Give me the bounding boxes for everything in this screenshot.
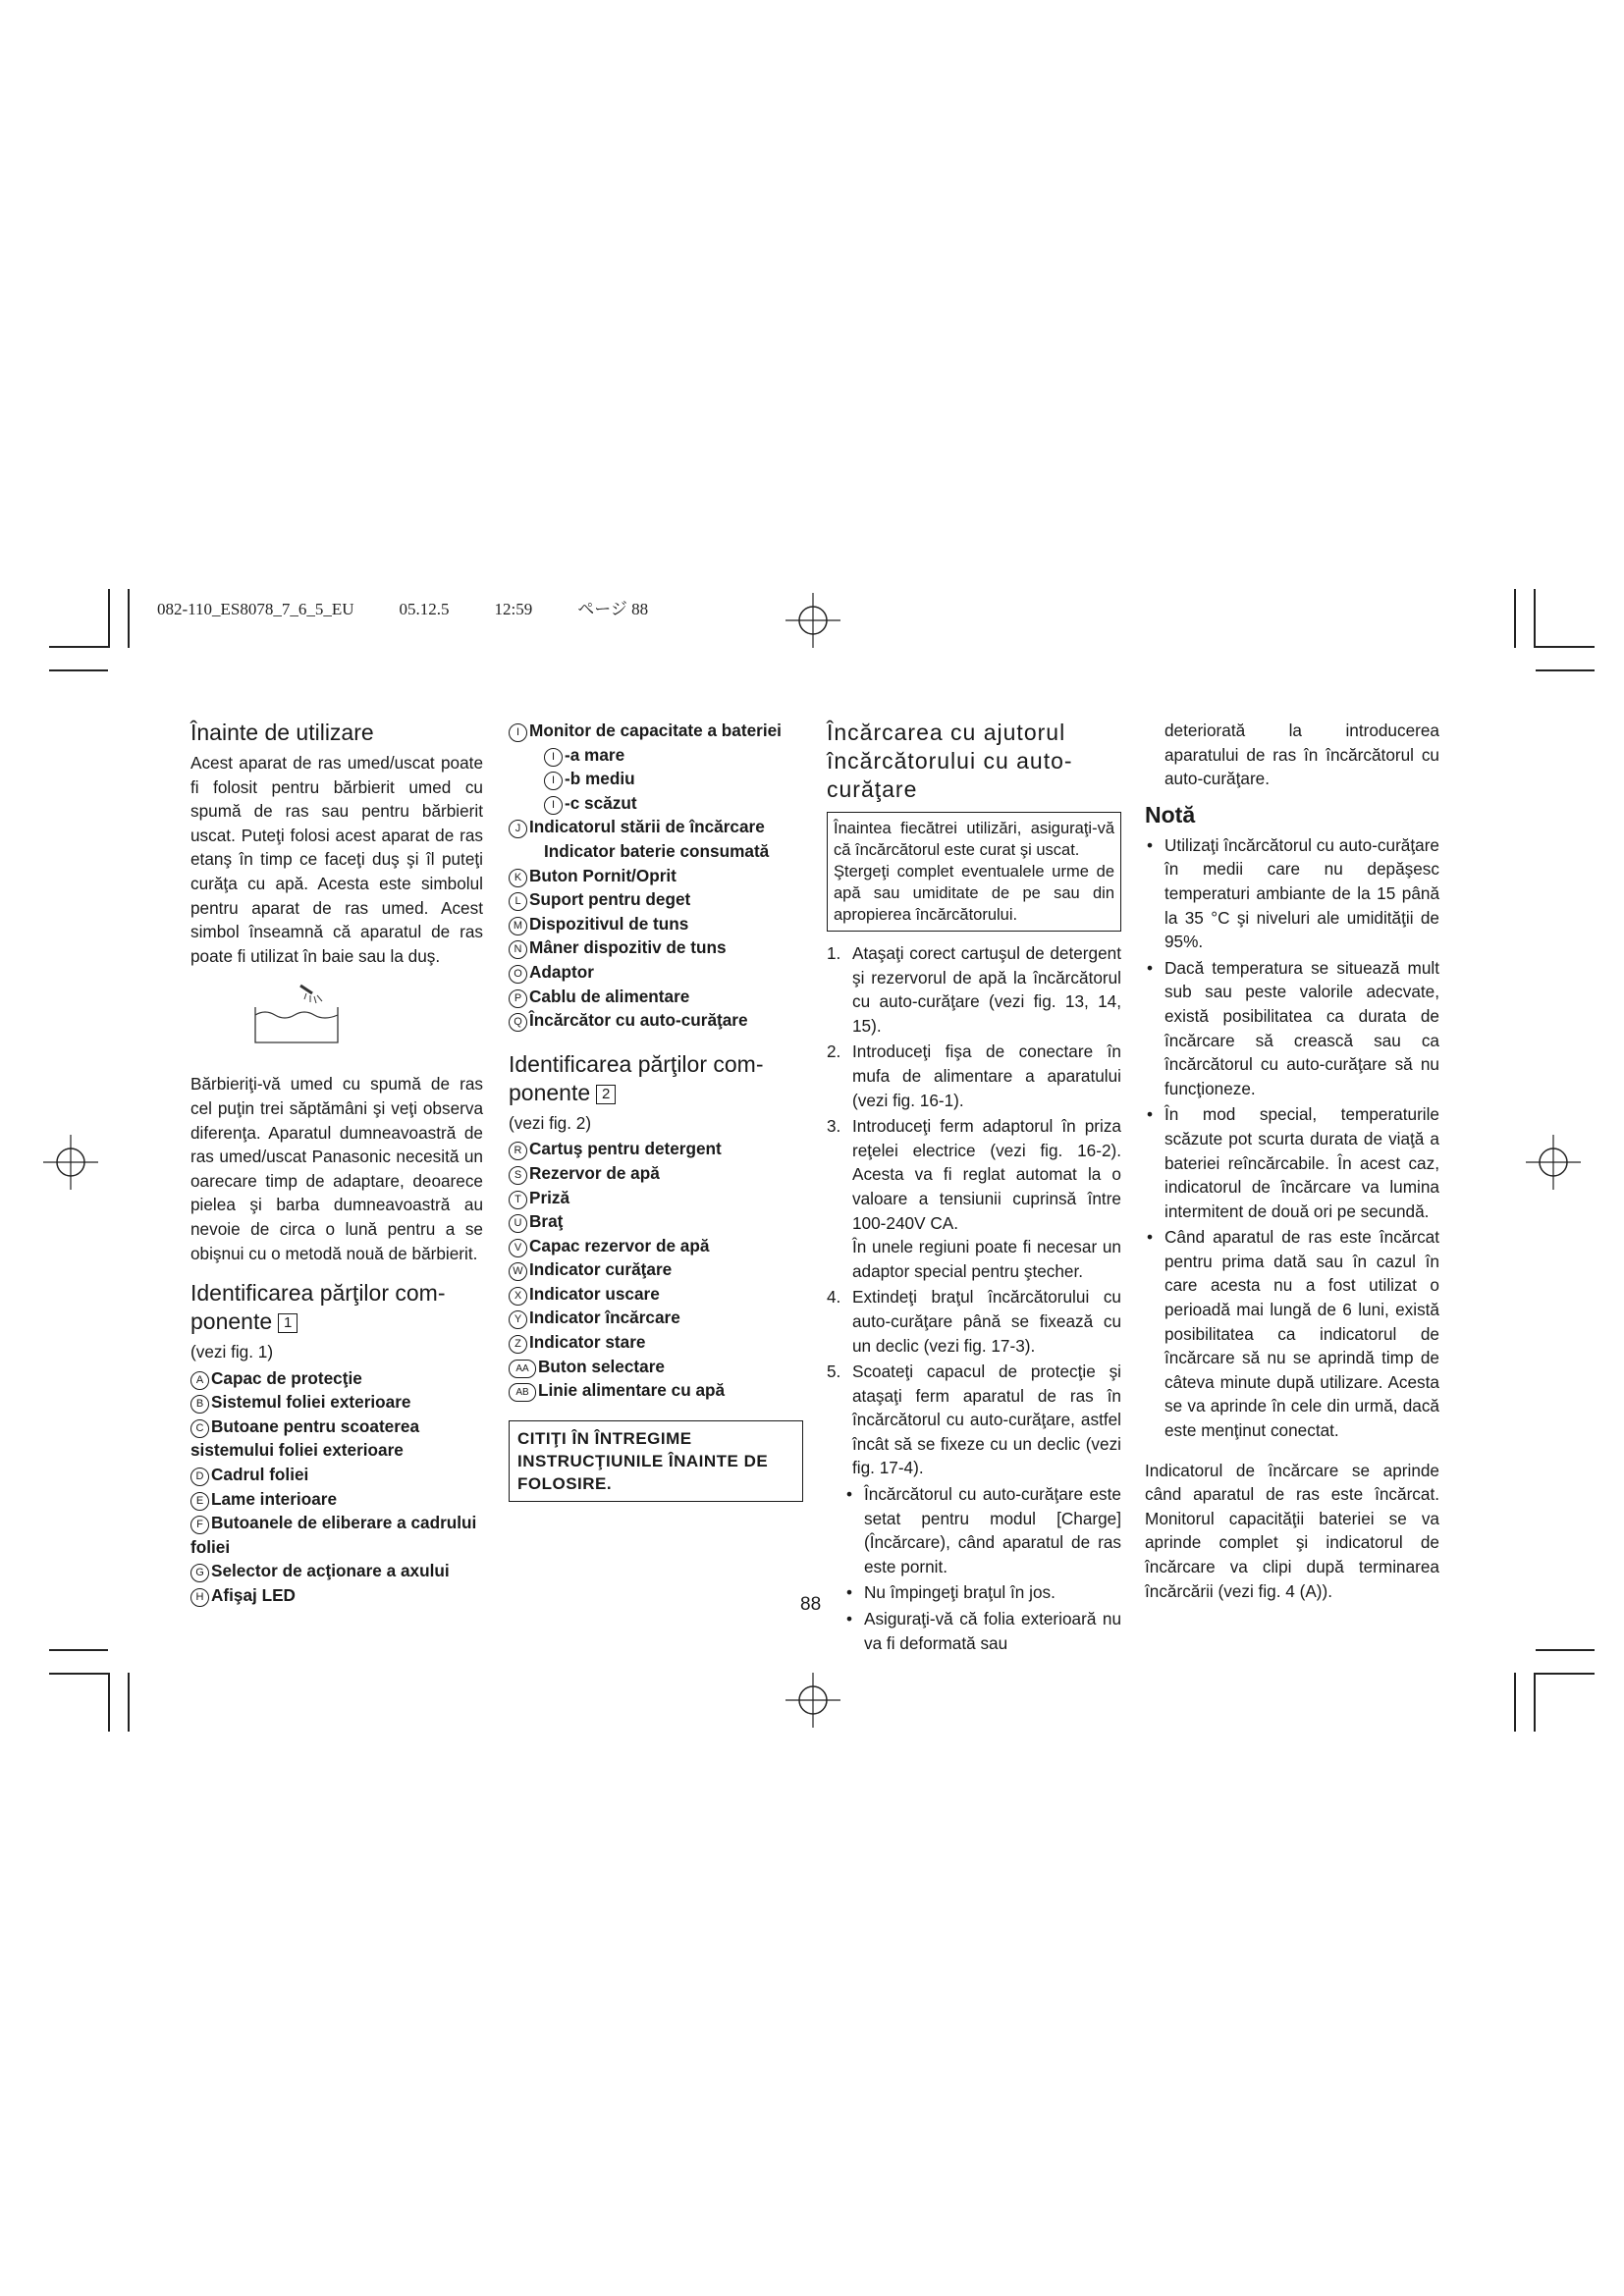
- charging-step: [827, 1040, 1121, 1112]
- step-number: 3.: [827, 1116, 841, 1137]
- charging-step: [827, 1360, 1121, 1480]
- parts-list-item: [509, 960, 803, 985]
- note-item: • Utilizaţi încărcătorul cu auto-curăţare în medii care nu depăşesc temperaturi ambiante de la 15 până la 35 °C şi niveluri ale umidităţii de 95%.: [1145, 833, 1439, 954]
- part-name: Mâner dispozitiv de tuns: [529, 937, 727, 958]
- note-item: • În mod special, temperaturile scăzute pot scurta durata de viaţă a bateriei reîncărcabile. În acest caz, indicatorul de încărcare va lumina intermitent de două ori pe secundă.: [1145, 1102, 1439, 1223]
- section-title-charging: Încărcarea cu ajutorul încărcătorului cu auto-curăţare: [827, 720, 1073, 802]
- crop-mark: [128, 589, 130, 648]
- part-name: Lame interioare: [211, 1488, 337, 1509]
- step-text: Introduceţi fişa de conectare în mufa de alimentare a aparatului (vezi fig. 16-1).: [852, 1041, 1121, 1110]
- column-1: [190, 719, 483, 1608]
- part-name: Cartuş pentru detergent: [529, 1139, 722, 1159]
- part-letter-badge: O: [509, 965, 527, 984]
- parts-list-item: [509, 1209, 803, 1234]
- part-name: Indicator stare: [529, 1332, 646, 1353]
- parts-list-item: [509, 815, 803, 839]
- section-title-parts-2: Identificarea părţilor com-ponente 2: [509, 1050, 764, 1105]
- part-letter-badge: G: [190, 1564, 209, 1582]
- part-name: Cablu de alimentare: [529, 986, 690, 1006]
- page-number: 88: [800, 1594, 822, 1615]
- registration-mark-icon: [785, 1673, 840, 1728]
- crop-mark: [1536, 1649, 1595, 1651]
- crop-mark: [108, 1673, 110, 1732]
- crop-mark: [1534, 589, 1536, 648]
- charging-steps: [827, 941, 1121, 1480]
- part-letter-badge: I: [544, 748, 563, 767]
- part-letter-badge: E: [190, 1492, 209, 1511]
- note-title: Notă: [1145, 801, 1196, 828]
- parts-list-item: [190, 1390, 483, 1415]
- part-name: Priză: [529, 1187, 570, 1207]
- part-name: -a mare: [565, 744, 625, 765]
- part-letter-badge: Q: [509, 1013, 527, 1032]
- intro-paragraph: Acest aparat de ras umed/uscat poate fi folosit pentru bărbierit umed cu spumă de ras sau pentru bărbierit uscat. Puteţi folosi acest aparat de ras etanş în timp ce faceţi duş şi îl puteţi curăţa cu apă. Acesta este simbolul pentru aparat de ras umed. Acest simbol înseamnă că aparatul de ras poate fi utilizat în baie sau la duş.: [190, 753, 483, 966]
- section-title-before-use: Înainte de utilizare: [190, 720, 374, 745]
- parts-list-item: [190, 1463, 483, 1487]
- notes-list: [1145, 833, 1439, 1443]
- continued-text: deteriorată la introducerea aparatului de ras în încărcătorul cu auto-curăţare.: [1164, 721, 1439, 789]
- part-letter-badge: P: [509, 989, 527, 1008]
- part-letter-badge: T: [509, 1191, 527, 1209]
- part-letter-badge: I: [509, 723, 527, 742]
- parts-list-item: [190, 1366, 483, 1391]
- parts-list-1-continued: [509, 719, 803, 1033]
- crop-mark: [128, 1673, 130, 1732]
- parts-list-item: [509, 767, 803, 791]
- figure-number-badge: 1: [278, 1313, 298, 1333]
- crop-mark: [1514, 589, 1516, 648]
- parts-list-item: [509, 935, 803, 960]
- part-name: Indicator încărcare: [529, 1308, 680, 1328]
- charging-substep: • Nu împingeţi braţul în jos.: [827, 1580, 1121, 1605]
- figure-reference: (vezi fig. 2): [509, 1112, 592, 1133]
- step-number: 1.: [827, 943, 841, 963]
- parts-list-item: [509, 912, 803, 936]
- part-letter-badge: N: [509, 940, 527, 959]
- charging-step: [827, 1285, 1121, 1358]
- note-item: • Când aparatul de ras este încărcat pentru prima dată sau în cazul în care acesta nu a fost utilizat o perioadă mai lungă de 6 luni, există posibilitatea ca indicatorul de încărcare să nu se aprindă timp de câteva minute după utilizare. Acesta se va aprinde în cele din urmă, dacă este menţinut conectat.: [1145, 1225, 1439, 1442]
- registration-mark-icon: [785, 593, 840, 648]
- parts-list-item: [190, 1583, 483, 1608]
- part-name: Monitor de capacitate a bateriei: [529, 721, 782, 740]
- part-name: Capac rezervor de apă: [529, 1235, 710, 1255]
- part-name: Suport pentru deget: [529, 889, 691, 910]
- crop-mark: [49, 646, 108, 648]
- charging-step: [827, 1114, 1121, 1283]
- slug-date: 05.12.5: [399, 600, 450, 618]
- parts-list-item: [190, 1559, 483, 1583]
- part-letter-badge: S: [509, 1166, 527, 1185]
- notice-line-1: Înaintea fiecătrei utilizări, asiguraţi-vă că încărcătorul este curat şi uscat.: [834, 820, 1114, 859]
- part-letter-badge: W: [509, 1262, 527, 1281]
- registration-mark-icon: [43, 1135, 98, 1190]
- charging-substeps: [827, 1482, 1121, 1655]
- charging-substep: • Încărcătorul cu auto-curăţare este setat pentru modul [Charge] (Încărcare), când aparatul de ras este pornit.: [827, 1482, 1121, 1578]
- part-name: -c scăzut: [565, 792, 637, 813]
- crop-mark: [1534, 1673, 1536, 1732]
- part-letter-badge: B: [190, 1395, 209, 1414]
- part-letter-badge: X: [509, 1287, 527, 1306]
- part-letter-badge: D: [190, 1468, 209, 1486]
- part-name: Sistemul foliei exterioare: [211, 1392, 411, 1413]
- part-letter-badge: Z: [509, 1335, 527, 1354]
- part-letter-badge: C: [190, 1419, 209, 1438]
- charging-substep: • Asiguraţi-vă că folia exterioară nu va fi deformată sau: [827, 1607, 1121, 1655]
- parts-list-item: [509, 1378, 803, 1403]
- parts-list-item: [509, 791, 803, 816]
- parts-list-item: [509, 1282, 803, 1307]
- parts-list-item: [509, 887, 803, 912]
- part-name: Buton selectare: [538, 1356, 665, 1376]
- part-letter-badge: Y: [509, 1310, 527, 1329]
- step-number: 4.: [827, 1287, 841, 1308]
- parts-list-item: [509, 1306, 803, 1330]
- part-name: Selector de acţionare a axului: [211, 1561, 450, 1581]
- part-name: Butoanele de eliberare a cadrului foliei: [190, 1513, 477, 1557]
- part-letter-badge: R: [509, 1142, 527, 1160]
- part-letter-badge: I: [544, 772, 563, 790]
- figure-reference: (vezi fig. 1): [190, 1342, 274, 1362]
- part-name: -b mediu: [565, 769, 635, 789]
- part-letter-badge: V: [509, 1239, 527, 1257]
- part-letter-badge: F: [190, 1516, 209, 1534]
- part-letter-badge: I: [544, 796, 563, 815]
- parts-list-item: [509, 719, 803, 743]
- slug-page: ページ 88: [577, 600, 649, 618]
- part-name: Încărcător cu auto-curăţare: [529, 1010, 748, 1031]
- part-letter-badge: J: [509, 820, 527, 838]
- section-title-parts-1: Identificarea părţilor com-ponente 1: [190, 1280, 446, 1335]
- part-name: Indicator curăţare: [529, 1259, 673, 1280]
- part-name: Rezervor de apă: [529, 1162, 660, 1183]
- crop-mark: [108, 589, 110, 648]
- part-name: Indicator baterie consumată: [544, 840, 770, 861]
- figure-number-badge: 2: [596, 1085, 616, 1104]
- parts-list-item: [190, 1415, 483, 1463]
- column-3: [827, 719, 1121, 1657]
- parts-list-item: [509, 985, 803, 1009]
- parts-list-1: [190, 1366, 483, 1608]
- part-letter-badge: K: [509, 869, 527, 887]
- parts-list-item: [190, 1487, 483, 1512]
- wet-shave-symbol-icon: [247, 980, 346, 1048]
- crop-mark: [1536, 1673, 1595, 1675]
- parts-list-item: [509, 1355, 803, 1379]
- part-name: Linie alimentare cu apă: [538, 1380, 726, 1401]
- column-2: [509, 719, 803, 1502]
- part-name: Afişaj LED: [211, 1585, 296, 1606]
- step-note: În unele regiuni poate fi necesar un adaptor special pentru ştecher.: [852, 1237, 1121, 1281]
- part-name: Capac de protecţie: [211, 1367, 362, 1388]
- parts-list-item: [509, 1186, 803, 1210]
- parts-list-item: [509, 743, 803, 768]
- wet-shave-paragraph: Bărbieriţi-vă umed cu spumă de ras cel puţin trei săptămâni şi veţi observa diferenţa. Aparatul dumneavoastră de ras umed/uscat Panasonic necesită un oarecare timp de adaptare, deoarece pielea şi barba dumneavoastră au nevoie de circa o lună pentru a se obişnui cu o metodă nouă de bărbierit.: [190, 1074, 483, 1263]
- part-name: Adaptor: [529, 961, 594, 982]
- part-letter-badge: AA: [509, 1360, 536, 1378]
- crop-mark: [49, 1649, 108, 1651]
- step-text: Introduceţi ferm adaptorul în priza reţelei electrice (vezi fig. 16-2). Acesta va fi reglat automat la o valoare a tensiunii cuprinsă între 100-240V CA.: [852, 1116, 1121, 1233]
- parts-list-item: [509, 864, 803, 888]
- step-number: 2.: [827, 1041, 841, 1062]
- charge-indicator-paragraph: Indicatorul de încărcare se aprinde când aparatul de ras este încărcat. Monitorul capacităţii bateriei se va aprinde complet şi indicatorul de încărcare va clipi după terminarea încărcării (vezi fig. 4 (A)).: [1145, 1460, 1439, 1601]
- crop-mark: [1514, 1673, 1516, 1732]
- step-text: Scoateţi capacul de protecţie şi ataşaţi ferm aparatul de ras în încărcătorul cu auto-curăţare, astfel încât să se fixeze cu un declic (vezi fig. 17-4).: [852, 1362, 1121, 1478]
- part-name: Butoane pentru scoaterea sistemului foliei exterioare: [190, 1415, 420, 1461]
- part-name: Cadrul foliei: [211, 1465, 309, 1485]
- parts-list-item: [509, 1257, 803, 1282]
- part-letter-badge: M: [509, 917, 527, 935]
- notice-line-2: Ştergeţi complet eventualele urme de apă sau umiditate de pe sau din apropierea încărcătorului.: [834, 863, 1114, 924]
- crop-mark: [49, 1673, 108, 1675]
- part-name: Indicator uscare: [529, 1283, 660, 1304]
- part-name: Braţ: [529, 1211, 564, 1232]
- part-letter-badge: A: [190, 1371, 209, 1390]
- read-instructions-warning: CITIŢI ÎN ÎNTREGIME INSTRUCŢIUNILE ÎNAINTE DE FOLOSIRE.: [509, 1420, 803, 1502]
- crop-mark: [1536, 646, 1595, 648]
- part-letter-badge: H: [190, 1588, 209, 1607]
- slug-time: 12:59: [494, 600, 533, 618]
- parts-list-item: [509, 1330, 803, 1355]
- part-letter-badge: U: [509, 1214, 527, 1233]
- parts-list-item: [509, 839, 803, 864]
- step-text: Extindeţi braţul încărcătorului cu auto-curăţare până se fixează cu un declic (vezi fig. 17-3).: [852, 1287, 1121, 1356]
- parts-list-item: [190, 1511, 483, 1559]
- parts-list-item: [509, 1234, 803, 1258]
- part-name: Dispozitivul de tuns: [529, 913, 689, 934]
- crop-mark: [49, 669, 108, 671]
- parts-list-item: [509, 1008, 803, 1033]
- column-4: [1145, 719, 1439, 1613]
- registration-mark-icon: [1526, 1135, 1581, 1190]
- parts-list-item: [509, 1137, 803, 1161]
- parts-list-item: [509, 1161, 803, 1186]
- charging-step: [827, 941, 1121, 1038]
- cleanliness-notice-box: [827, 812, 1121, 932]
- part-letter-badge: L: [509, 892, 527, 911]
- note-item: • Dacă temperatura se situează mult sub sau peste valorile adecvate, există posibilitatea ca durata de încărcare să crească sau ca încărcătorul cu auto-curăţare să nu funcţioneze.: [1145, 956, 1439, 1101]
- printer-slug: [157, 595, 693, 619]
- part-name: Buton Pornit/Oprit: [529, 865, 677, 885]
- part-letter-badge: AB: [509, 1383, 536, 1402]
- step-text: Ataşaţi corect cartuşul de detergent şi rezervorul de apă la încărcătorul cu auto-curăţare (vezi fig. 13, 14, 15).: [852, 943, 1121, 1036]
- step-number: 5.: [827, 1362, 841, 1382]
- crop-mark: [1536, 669, 1595, 671]
- slug-file: 082-110_ES8078_7_6_5_EU: [157, 600, 354, 618]
- part-name: Indicatorul stării de încărcare: [529, 817, 765, 837]
- parts-list-2: [509, 1137, 803, 1403]
